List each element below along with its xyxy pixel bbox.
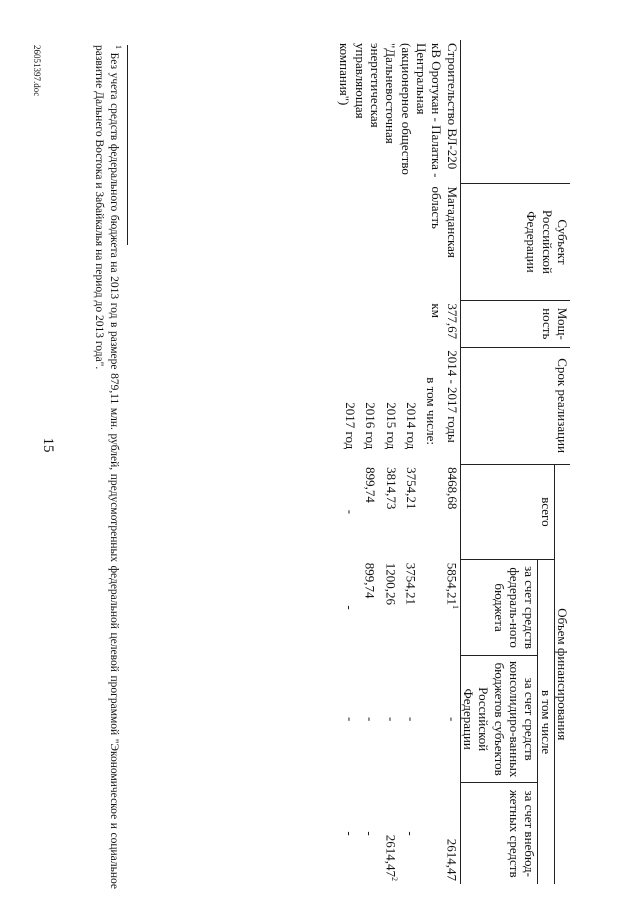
term-cell: 2014 год bbox=[404, 402, 420, 450]
total-cell: 8468,68 bbox=[444, 467, 460, 510]
header-subject: Субъект Российской Федерации bbox=[460, 184, 570, 301]
total-cell: 3754,21 bbox=[404, 467, 420, 510]
term-cell: 2014 - 2017 годы bbox=[444, 350, 460, 443]
federal-cell: - bbox=[342, 605, 358, 610]
footnote-text: Без учета средств федерального бюджета на 2013 год в размере 879,11 млн. рублей, предусмотренных федеральной целевой программой "Экономическое и социальное развитие Дальнего Востока и Забайкалья на период до 2013 года". bbox=[93, 45, 121, 889]
total-cell bbox=[419, 464, 439, 560]
federal-cell bbox=[419, 560, 439, 656]
total-cell: - bbox=[342, 509, 358, 515]
term-cell: в том числе: bbox=[424, 377, 440, 445]
footnote bbox=[91, 45, 123, 889]
extra-cell: 2614,47 bbox=[444, 838, 460, 881]
extra-cell: - bbox=[362, 831, 378, 836]
extra-cell: - bbox=[403, 831, 419, 836]
header-regional: за счет средств консолидиро-ванных бюджетов субъектов Российской Федерации bbox=[460, 655, 538, 783]
regional-cell: - bbox=[363, 717, 379, 722]
header-extrabudgetary: за счет внебюд-жетных средств bbox=[460, 783, 538, 884]
header-capacity: Мощ-ность bbox=[460, 300, 570, 347]
federal-cell: 1200,26 bbox=[383, 562, 399, 606]
extra-cell bbox=[419, 783, 439, 884]
capacity-value: 377,67 км bbox=[429, 303, 460, 340]
object-name: Строительство ВЛ-220 кВ Оротукан - Палатка - Центральная (акционерное общество "Дальневосточная энергетическая управляющая компания") bbox=[337, 43, 460, 178]
federal-cell: 3754,21 bbox=[403, 562, 419, 606]
extra-cell: - bbox=[342, 831, 358, 836]
header-object bbox=[460, 40, 570, 184]
document-code: 26051397.doc bbox=[32, 45, 42, 97]
regional-cell: - bbox=[342, 717, 358, 722]
total-cell: 899,74 bbox=[363, 467, 379, 503]
extra-cell: 2614,47$^2$ bbox=[383, 834, 399, 881]
term-cell: 2017 год bbox=[342, 402, 358, 450]
term-cell: 2016 год bbox=[363, 402, 379, 450]
table-row bbox=[439, 40, 460, 884]
federal-cell: 5854,21$^1$ bbox=[444, 562, 460, 610]
header-total: всего bbox=[460, 464, 554, 560]
header-federal: за счет средств федераль-ного бюджета bbox=[460, 560, 538, 656]
term-cell: 2015 год bbox=[383, 402, 399, 450]
page-number: 15 bbox=[40, 437, 56, 453]
regional-cell: - bbox=[404, 717, 420, 722]
header-volume: Объем финансирования bbox=[554, 464, 570, 884]
regional-cell: - bbox=[444, 717, 460, 722]
header-term: Срок реализации bbox=[460, 347, 570, 464]
regional-cell bbox=[419, 655, 439, 783]
federal-cell: 899,74 bbox=[362, 562, 378, 599]
header-including: в том числе bbox=[538, 560, 554, 884]
footnote-mark: 1 bbox=[114, 45, 123, 49]
subject-name: Магаданская область bbox=[429, 186, 460, 258]
footnote-separator bbox=[127, 45, 128, 245]
total-cell: 3814,73 bbox=[383, 467, 399, 510]
financing-table bbox=[337, 40, 570, 884]
regional-cell: - bbox=[383, 717, 399, 722]
